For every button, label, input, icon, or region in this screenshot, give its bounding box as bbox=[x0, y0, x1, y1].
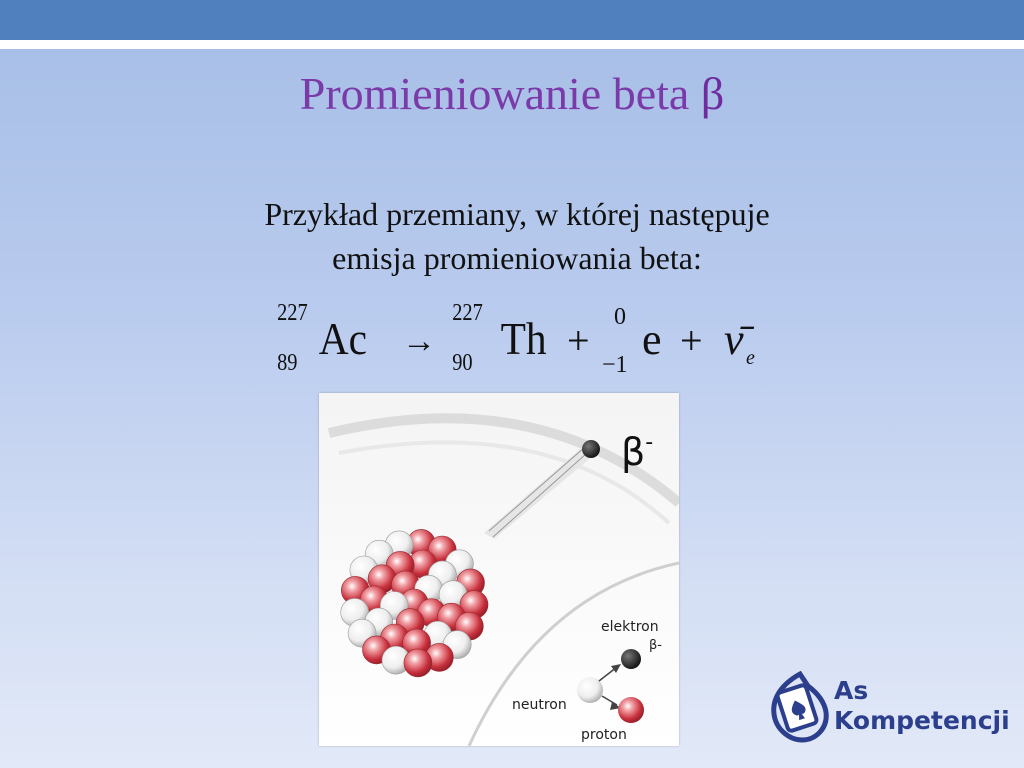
ac-mass-number: 227 bbox=[277, 298, 308, 326]
legend-electron-dot bbox=[621, 649, 641, 669]
ac-symbol: Ac bbox=[318, 314, 368, 365]
slide-subtitle bbox=[212, 192, 822, 280]
legend-proton-dot bbox=[618, 697, 644, 723]
as-kompetencji-logo bbox=[768, 670, 1008, 745]
logo-line-2: Kompetencji bbox=[834, 706, 1010, 735]
beta-label: β- bbox=[621, 430, 654, 474]
header-divider bbox=[0, 40, 1024, 49]
legend-neutron-label: neutron bbox=[512, 697, 567, 713]
plus-sign-2: + bbox=[680, 318, 703, 363]
decay-equation bbox=[272, 290, 772, 380]
plus-sign-1: + bbox=[567, 318, 590, 363]
subtitle-line-1: Przykład przemiany, w której następuje bbox=[264, 196, 770, 232]
electron-mass-number: 0 bbox=[614, 304, 626, 330]
legend-proton-label: proton bbox=[581, 727, 627, 743]
title-text: Promieniowanie beta bbox=[299, 68, 690, 119]
proton-sphere bbox=[404, 649, 432, 677]
reaction-arrow: → bbox=[402, 323, 436, 360]
logo-emblem-icon bbox=[768, 670, 832, 745]
logo-wordmark bbox=[834, 676, 1010, 736]
legend-beta-label: β- bbox=[649, 638, 662, 653]
header-bar bbox=[0, 0, 1024, 40]
ac-atomic-number: 89 bbox=[277, 348, 298, 376]
th-symbol: Th bbox=[500, 314, 547, 365]
legend-electron-label: elektron bbox=[601, 619, 659, 635]
electron-charge-number: −1 bbox=[602, 352, 628, 378]
title-beta-symbol: β bbox=[700, 68, 725, 119]
antineutrino-symbol: ν̄ bbox=[724, 315, 744, 364]
logo-line-1: As bbox=[834, 676, 869, 705]
beta-particle bbox=[582, 440, 600, 458]
th-atomic-number: 90 bbox=[452, 348, 473, 376]
electron-symbol: e bbox=[642, 315, 662, 364]
beta-decay-illustration bbox=[319, 393, 679, 746]
th-mass-number: 227 bbox=[452, 298, 483, 326]
antineutrino-subscript: e bbox=[746, 347, 755, 369]
slide-title bbox=[0, 66, 1024, 122]
subtitle-line-2: emisja promieniowania beta: bbox=[332, 240, 702, 276]
